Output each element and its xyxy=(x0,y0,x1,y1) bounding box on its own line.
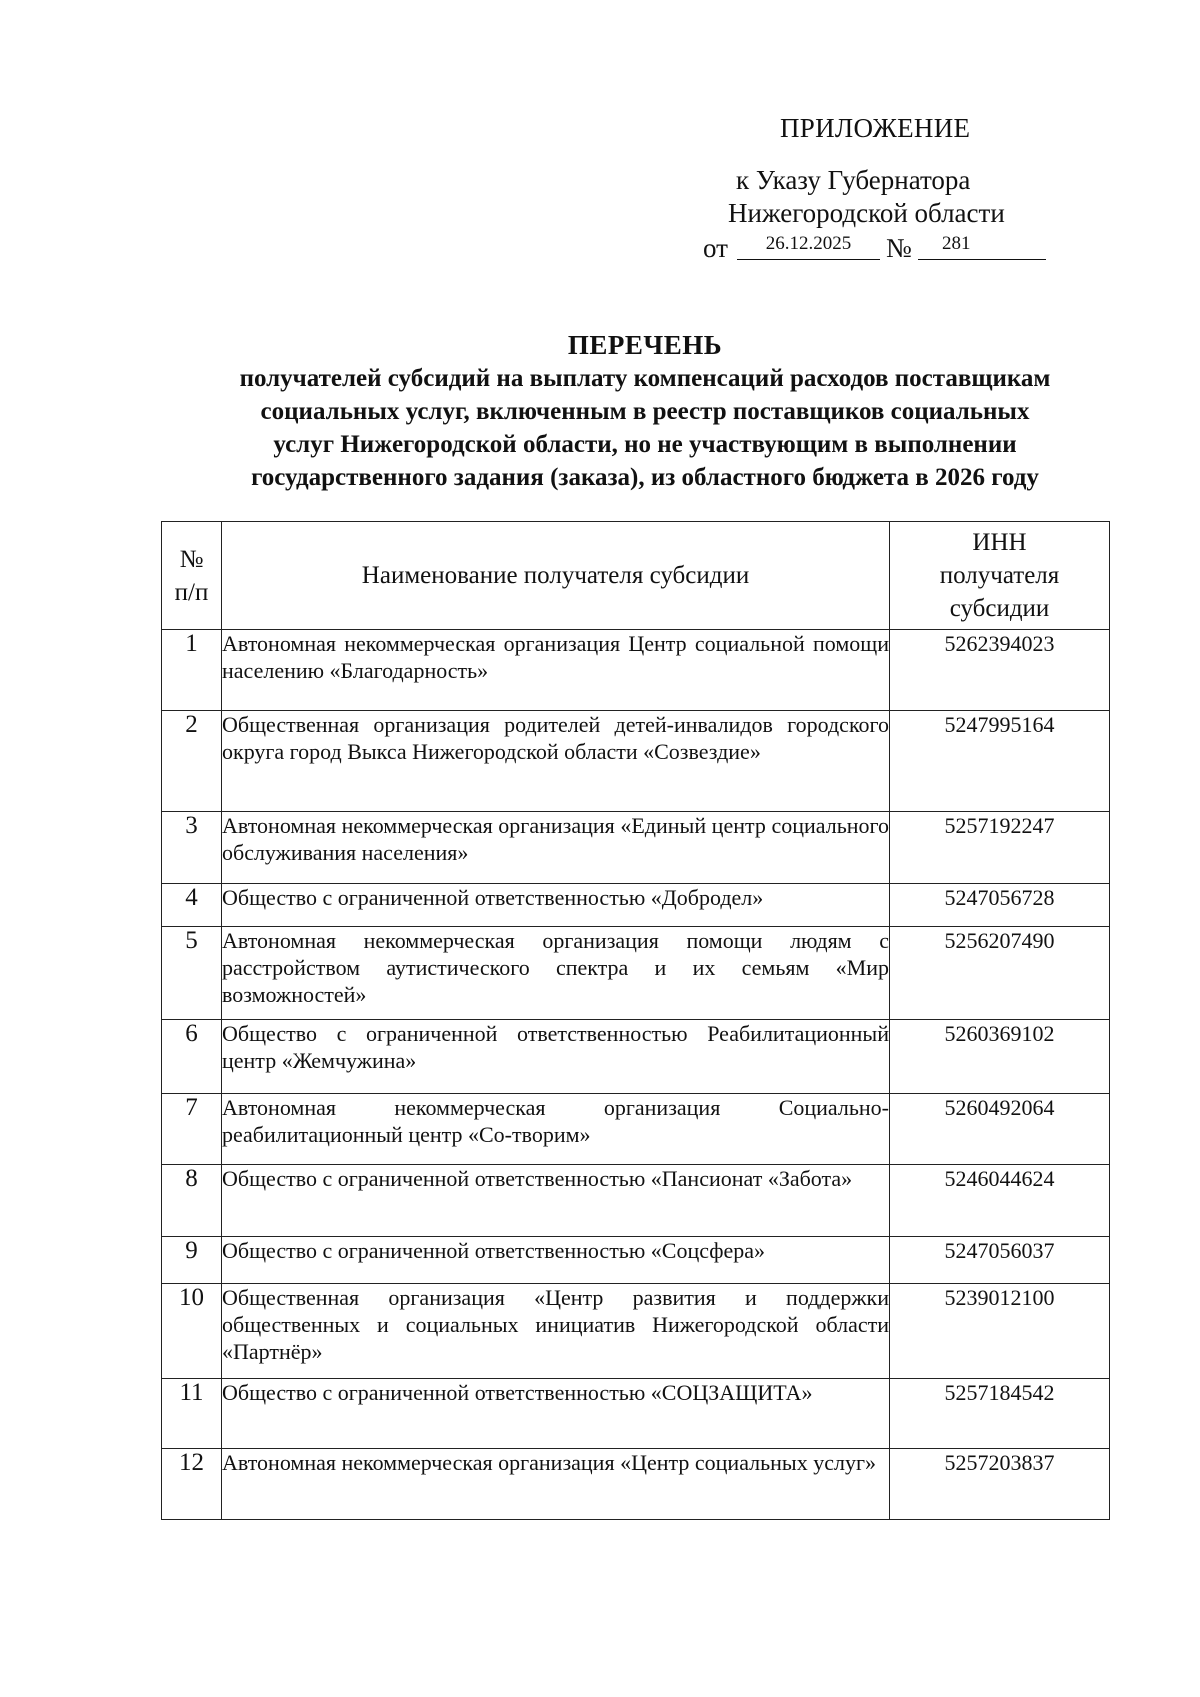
document-subtitle-line: услуг Нижегородской области, но не участвующим в выполнении xyxy=(273,431,1017,458)
annex-decree-line: к Указу Губернатора xyxy=(736,165,971,195)
table-row xyxy=(162,884,1110,927)
row-number: 5 xyxy=(162,927,222,1020)
row-recipient-name: Общественная организация «Центр развития и поддержки общественных и социальных инициатив Нижегородской области «Партнёр» xyxy=(222,1284,890,1379)
row-number: 9 xyxy=(162,1237,222,1284)
row-inn: 5239012100 xyxy=(890,1284,1110,1379)
annex-number-field xyxy=(918,229,1046,260)
row-recipient-name: Общество с ограниченной ответственностью «Соцсфера» xyxy=(222,1237,890,1284)
document-subtitle-line: получателей субсидий на выплату компенсаций расходов поставщикам xyxy=(239,365,1051,392)
annex-date-prefix: от xyxy=(703,233,728,263)
row-recipient-name: Автономная некоммерческая организация «Центр социальных услуг» xyxy=(222,1449,890,1520)
table-row xyxy=(162,630,1110,711)
row-recipient-name: Общество с ограниченной ответственностью Реабилитационный центр «Жемчужина» xyxy=(222,1020,890,1094)
row-number: 6 xyxy=(162,1020,222,1094)
annex-number-sign: № xyxy=(886,233,912,263)
table-row xyxy=(162,711,1110,812)
table-row xyxy=(162,812,1110,884)
document-subtitle-line: государственного задания (заказа), из областного бюджета в 2026 году xyxy=(251,464,1039,491)
row-recipient-name: Автономная некоммерческая организация «Единый центр социального обслуживания населения» xyxy=(222,812,890,884)
row-number: 8 xyxy=(162,1165,222,1237)
table-row xyxy=(162,1379,1110,1449)
row-recipient-name: Автономная некоммерческая организация Социально-реабилитационный центр «Со-творим» xyxy=(222,1094,890,1165)
header-inn-line1: ИНН xyxy=(972,529,1027,556)
row-inn: 5260369102 xyxy=(890,1020,1110,1094)
row-inn: 5257184542 xyxy=(890,1379,1110,1449)
row-recipient-name: Общественная организация родителей детей-инвалидов городского округа город Выкса Нижегородской области «Созвездие» xyxy=(222,711,890,812)
annex-title: ПРИЛОЖЕНИЕ xyxy=(780,113,971,143)
row-inn: 5262394023 xyxy=(890,630,1110,711)
row-recipient-name: Общество с ограниченной ответственностью «Пансионат «Забота» xyxy=(222,1165,890,1237)
header-inn xyxy=(890,522,1110,630)
document-subtitle-line: социальных услуг, включенным в реестр поставщиков социальных xyxy=(260,398,1030,425)
table-row xyxy=(162,1020,1110,1094)
table-row xyxy=(162,1094,1110,1165)
row-inn: 5247995164 xyxy=(890,711,1110,812)
row-recipient-name: Автономная некоммерческая организация Центр социальной помощи населению «Благодарность» xyxy=(222,630,890,711)
row-number: 3 xyxy=(162,812,222,884)
header-recipient-name: Наименование получателя субсидии xyxy=(222,522,890,630)
row-recipient-name: Автономная некоммерческая организация помощи людям с расстройством аутистического спектра и их семьям «Мир возможностей» xyxy=(222,927,890,1020)
row-recipient-name: Общество с ограниченной ответственностью «СОЦЗАЩИТА» xyxy=(222,1379,890,1449)
table-row xyxy=(162,1165,1110,1237)
row-number: 4 xyxy=(162,884,222,927)
table-row xyxy=(162,1449,1110,1520)
table-header-row xyxy=(162,522,1110,630)
table-row xyxy=(162,1237,1110,1284)
row-number: 2 xyxy=(162,711,222,812)
row-inn: 5246044624 xyxy=(890,1165,1110,1237)
row-inn: 5257192247 xyxy=(890,812,1110,884)
annex-date: 26.12.2025 xyxy=(737,229,880,260)
row-number: 7 xyxy=(162,1094,222,1165)
header-number xyxy=(162,522,222,630)
document-heading xyxy=(160,328,1130,494)
recipients-table xyxy=(161,521,1110,1520)
row-inn: 5247056728 xyxy=(890,884,1110,927)
row-inn: 5247056037 xyxy=(890,1237,1110,1284)
header-number-line1: № xyxy=(179,545,204,573)
document-title: ПЕРЕЧЕНЬ xyxy=(567,330,723,360)
table-row xyxy=(162,1284,1110,1379)
annex-region-line: Нижегородской области xyxy=(728,198,1005,228)
row-inn: 5256207490 xyxy=(890,927,1110,1020)
row-number: 10 xyxy=(162,1284,222,1379)
row-inn: 5260492064 xyxy=(890,1094,1110,1165)
row-inn: 5257203837 xyxy=(890,1449,1110,1520)
header-number-line2: п/п xyxy=(174,578,209,606)
table-row xyxy=(162,927,1110,1020)
row-number: 11 xyxy=(162,1379,222,1449)
row-number: 12 xyxy=(162,1449,222,1520)
row-recipient-name: Общество с ограниченной ответственностью «Добродел» xyxy=(222,884,890,927)
header-inn-line3: субсидии xyxy=(949,595,1050,622)
row-number: 1 xyxy=(162,630,222,711)
annex-number: 281 xyxy=(942,233,971,254)
header-inn-line2: получателя xyxy=(939,562,1060,589)
